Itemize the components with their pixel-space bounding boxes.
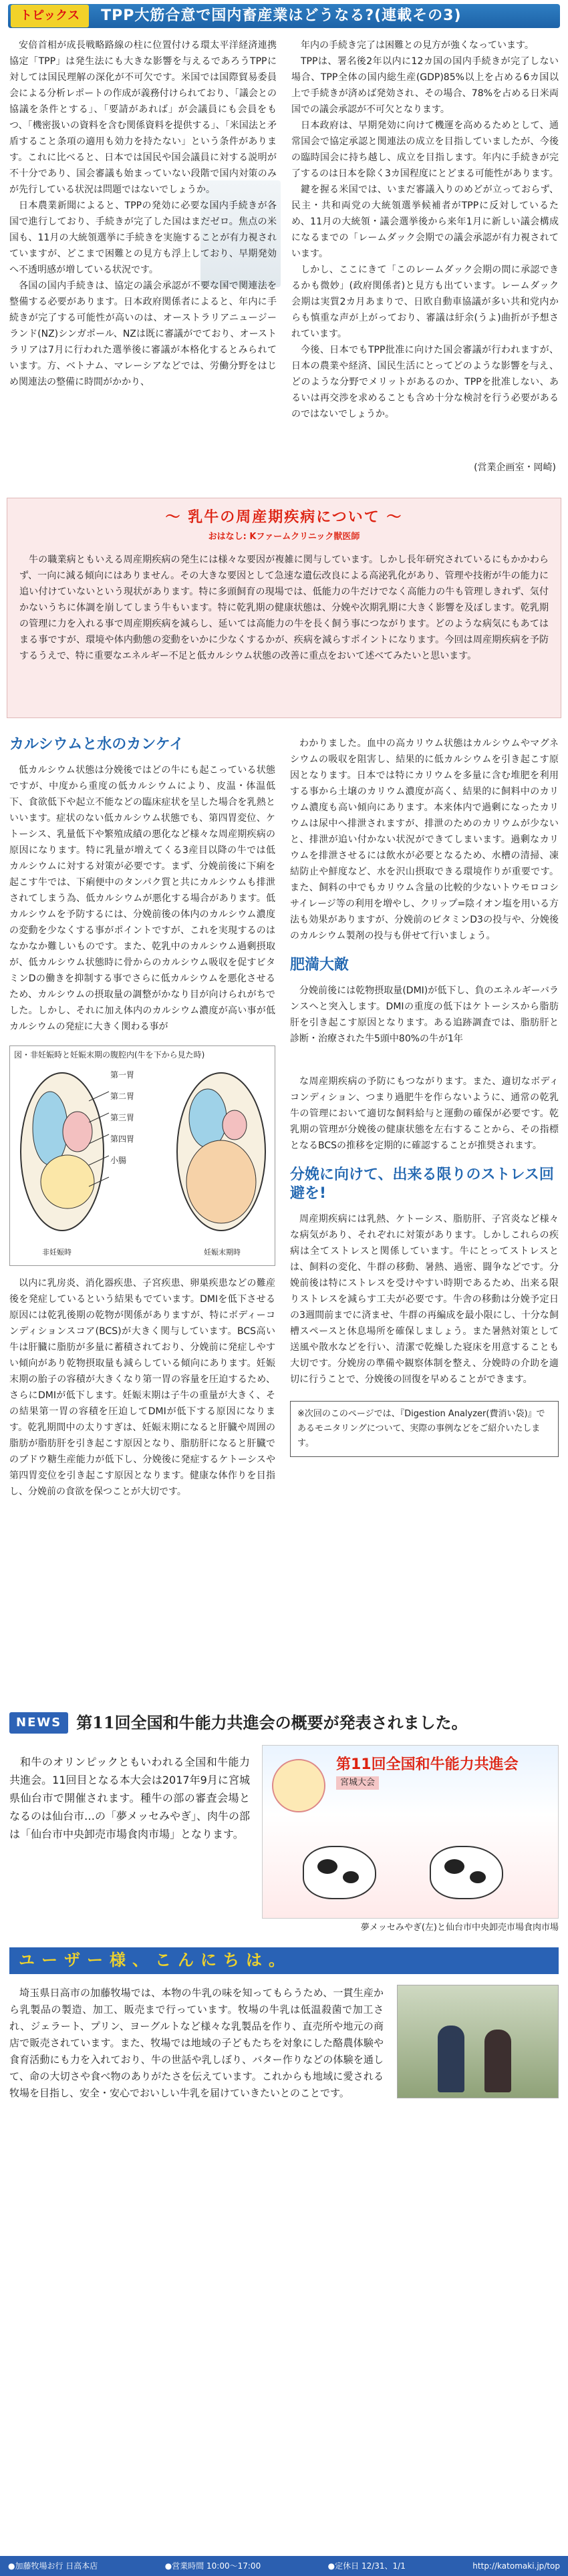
users-section — [9, 1947, 559, 2549]
calcium-text-left: 低カルシウム状態は分娩後ではどの牛にも起こっている状態ですが、中度から重度の低カルシウムにより、皮温・体温低下、食欲低下や起立不能などの臨床症状を呈した場合を乳熱といいます。症状のない低カルシウム状態でも、第四胃変位、ケトーシス、乳量低下や繁殖成績の悪化など様々な周産期疾病の原因になります。特に乳量が増えてくる3産目以降の牛では低カルシウムに対する対策が必要です。まず、分娩前後に下痢を起こす牛では、下痢便中のタンパク質と共にカルシウムも排泄されてしまう為、低カルシウムが悪化する場合があります。低カルシウムを予防するには、分娩前後の体内のカルシウム濃度の変動を少なくする事がポイントですが、これを実現するのはなかなか難しいものです。また、乾乳中のカルシウム過剰摂取が、低カルシウム状態時に骨からのカルシウム吸収を促すビタミンDの働きを抑制する事でさらに低カルシウムを悪化させるため、カルシウムの摂取量の調整がかなり目が向けられがちでした。しかし、それに加え体内のカルシウム濃度が高い事が低カルシウムの発症に大きく関わる事が — [9, 765, 275, 1032]
stress-heading: 分娩に向けて、出来る限りのストレス回避を! — [290, 1166, 554, 1202]
figure-caption: 図・非妊娠時と妊娠末期の腹腔内(牛を下から見た時) — [14, 1050, 205, 1060]
footer-hours: ●営業時間 10:00〜17:00 — [164, 2561, 261, 2571]
news-section — [9, 1710, 559, 1931]
users-header — [9, 1947, 559, 1974]
calcium-heading: カルシウムと水のカンケイ — [9, 736, 184, 753]
reticulum-shape-pregnant — [223, 1110, 247, 1140]
topics-paragraph: 年内の手続き完了は困難との見方が強くなっています。 — [301, 40, 534, 51]
person-icon — [484, 2030, 511, 2092]
topics-paragraph: 各国の国内手続きは、協定の議会承認が不要な国で関連法を整備する必要があります。日本政府関係者によると、年内に手続きが完了する可能性が高いのは、オーストラリアニュージーランド(NZ)シンガポール、NZは既に審議がでており、オーストラリアは7月に行われた選挙後に審議が本格化するとみられています。方、ベトナム、マレーシアなどでは、労働分野をはじめ関連法の整備に時間がかかり、 — [9, 281, 277, 387]
fat-text: 分娩前後には乾物摂取量(DMI)が低下し、負のエネルギーバランスへと突入します。DMIの重度の低下はケトーシスから脂肪肝を引き起こす原因となります。ある追跡調査では、脂肪肝と診断・治療された牛5頭中80%の牛が1年 — [290, 985, 559, 1044]
figure-label: 小腸 — [110, 1156, 127, 1165]
news-text: 和牛のオリンピックともいわれる全国和牛能力共進会。11回目となる本大会は2017年9月に宮城県仙台市で開催されます。種牛の部の審査会場となるのは仙台市…の「夢メッセみやぎ」、肉牛の部は「仙台市中央卸売市場食肉市場」となります。 — [9, 1756, 251, 1840]
mascot-icon — [272, 1759, 325, 1812]
intestine-shape — [41, 1155, 94, 1209]
rumen-shape-pregnant — [189, 1089, 227, 1148]
lower-right-text: な周産期疾病の予防にもつながります。また、適切なボディコンディション、つまり過肥牛を作らないように、通常の乾乳牛の管理において適切な飼料給与と運動の確保が必要です。乾乳期の管理が分娩後の健康状態を左右することから、その指標となるBCSの推移を定期的に確認することが推奨されます。 — [290, 1076, 559, 1151]
news-title: 第11回全国和牛能力共進会の概要が発表されました。 — [76, 1713, 468, 1732]
poster-title: 第11回全国和牛能力共進会 — [336, 1756, 519, 1773]
figure-label: 第二胃 — [110, 1092, 135, 1101]
news-badge: NEWS — [9, 1712, 68, 1734]
rumen-shape — [33, 1092, 67, 1165]
perio-title: ～ 乳牛の周産期疾病について ～ — [165, 509, 403, 526]
topics-paragraph: 今後、日本でもTPP批准に向けた国会審議が行われますが、日本の農業や経済、国民生活にとってどのような影響を与え、どのような分野でメリットがあるのか、TPPを批准しない、あるいは再交渉を求めることも含め十分な検討を行う必要があるのではないでしょうか。 — [291, 345, 559, 420]
topics-column-left — [9, 37, 277, 472]
footer-shop: ●加藤牧場お行 日高本店 — [8, 2561, 98, 2571]
next-issue-note: ※次回のこのページでは、『Digestion Analyzer(費消い袋)』であるモニタリングについて、実際の事例などをご紹介いたします。 — [290, 1401, 559, 1457]
users-heading: ユーザー様、こんにちは。 — [19, 1951, 291, 1970]
figure-label: 第三胃 — [110, 1113, 135, 1122]
article-right-column — [290, 732, 559, 1457]
figure-foot-right: 妊娠末期時 — [204, 1248, 241, 1257]
fat-heading: 肥満大敵 — [290, 957, 349, 973]
poster-subtitle: 宮城大会 — [336, 1776, 379, 1790]
figure-label: 第一胃 — [110, 1070, 135, 1080]
stress-text: 周産期疾病には乳熱、ケトーシス、脂肪肝、子宮炎など様々な病気があり、それぞれに対策があります。しかしこれらの疾病は全てストレスと関係しています。牛にとってストレスとは、飼料の変化、牛群の移動、暑熱、過密、闘争などです。分娩前後は特にストレスを受けやすい時期であるため、出来る限りストレスを減らす工夫が必要です。牛舎の移動は分娩予定日の3週間前までに済ませ、牛群の再編成を最小限にし、十分な飼槽スペースと休息場所を確保しましょう。また暑熱対策として送風や散水などを行い、清潔で乾燥した寝床を用意することも大切です。分娩房の準備や観察体制を整え、分娩時の介助を適切に行うことで、分娩後の回復を早めることができます。 — [290, 1214, 559, 1385]
topics-paragraph: 日本政府は、早期発効に向けて機運を高めるためとして、通常国会で協定承認と関連法の成立を目指していましたが、今後の臨時国会に持ち越し、成立を目指します。年内に手続きが完了するのは日本を除く3カ国程度にとどまる可能性があります。 — [291, 120, 559, 179]
abdomen-diagram — [14, 1065, 271, 1245]
topics-title: TPP大筋合意で国内畜産業はどうなる?(連載その3) — [101, 7, 462, 24]
topics-tag: トピックス — [11, 5, 89, 27]
perio-section — [7, 498, 561, 718]
topics-paragraph: 安倍首相が成長戦略路線の柱に位置付ける環太平洋経済連携協定「TPP」は発生法にも大きな影響を与えるであろうTPPに対しては国民理解の深化が不可欠です。米国では国際貿易委員会による分析レポートの作成が義務付けられており、「議会との協議を条件とする」、「要請があれば」が会議員にも会員をもつ、「機密扱いの資料を含む関係資料を提供する」、「米国法と矛盾すること条項の適用も効力を持たない」という条件があります。これに比べると、日本では国民や国会議員に対する説明が不十分であり、国会審議も始まっていない段階で国内対策のみが先行している状況は問題ではないでしょうか。 — [9, 40, 277, 195]
reticulum-shape — [63, 1112, 92, 1152]
topics-column-right — [291, 37, 559, 472]
figure-label: 第四胃 — [110, 1134, 135, 1144]
perio-subtitle: おはなし: Kファームクリニック獣医師 — [208, 532, 360, 542]
perio-body: 牛の職業病ともいえる周産期疾病の発生には様々な要因が複雑に関与しています。しかし長年研究されているにもかかわらず、一向に減る傾向にはありません。その大きな要因として急速な遺伝改良による高泌乳化があり、管理や技術が牛の能力に追い付けていないという現状があります。特に多頭飼育の現場では、低能力の牛だけでなく高能力の牛も管理しきれず、気付かないうちに体調を崩してしまう牛もいます。特に乾乳期の健康状態は、分娩や次期乳期に大きく影響を及ぼします。乾乳期の管理に力を入れる事で周産期疾病を減らし、延いては高能力の牛を長く飼う事につながります。どのような病気にもあてはまる事ですが、環境や体内動態の変動をいかに少なくするかが、疾病を減らすポイントになります。今回は周産期疾病を予防するうえで、特に重要なエネルギー不足と低カルシウム状態の改善に重点をおいて述べてみたいと思います。 — [19, 554, 549, 662]
topics-credit: (営業企画室・岡崎) — [474, 462, 556, 473]
figure-labels — [110, 1069, 134, 1176]
article-left-column — [9, 732, 275, 1500]
cow-icon — [303, 1846, 376, 1899]
footer-url[interactable]: http://katomaki.jp/top — [472, 2561, 560, 2571]
article-main — [9, 732, 559, 1680]
topics-paragraph: しかし、ここにきて「このレームダック会期の間に承認できるかも微妙」(政府関係者)と見方も出ています。レームダック会期は実質2カ月あまりで、日欧自動車協議が多い共和党内からも慎重な声が上がっており、審議は紆余(うよ)曲折が予想されています。 — [291, 265, 559, 339]
figure-foot-left: 非妊娠時 — [42, 1248, 72, 1257]
topics-section — [0, 0, 568, 491]
topics-columns — [9, 37, 559, 472]
uterus-shape — [186, 1140, 256, 1223]
users-text: 埼玉県日高市の加藤牧場では、本物の牛乳の味を知ってもらうため、一貫生産から乳製品の製造、加工、販売まで行っています。牧場の牛乳は低温殺菌で加工され、ジェラート、プリン、ヨーグルトなど様々な乳製品を作り、直売所や地元の商店で販売されています。また、牧場では地域の子どもたちを対象にした酪農体験や食育活動にも力を入れており、牛の世話や乳しぼり、バター作りなどの体験を通して、命の大切さや食べ物のありがたさを伝えています。これからも地域に愛される牧場を目指し、安全・安心でおいしい牛乳を届けていきたいとのことです。 — [9, 1987, 384, 2099]
abdomen-figure — [9, 1045, 275, 1266]
topics-header — [8, 4, 560, 28]
lower-left-text: 以内に乳房炎、消化器疾患、子宮疾患、卵巣疾患などの難産後を発症しているという結果もでています。DMIを低下させる原因には乾乳後期の乾物が関係がありますが、特にボディーコンディションスコア(BCS)が大きく関与しています。BCS高い牛は肝臓に脂肪が多量に蓄積されており、分娩前に発症しやすい傾向があり乾物摂取量も減らしている傾向にあります。妊娠末期の胎子の容積が大きくなり第一胃の容量を圧迫するため、さらにDMIが低下します。妊娠末期は子牛の重量が大きく、その結果第一胃の容積を圧迫してDMIが低下する原因になります。乾乳期間中の太りすぎは、妊娠末期になると肝臓や周囲の脂肪が脂肪肝を引き起こす原因となり、脂肪肝になると肝臓でのブドウ糖生産能力が低下し、分娩後に発症するケトーシスや第四胃変位を引き起こす原因となります。健康な体作りを目指し、分娩前の食欲を保つことが大切です。 — [9, 1278, 275, 1497]
topics-paragraph: 日本農業新聞によると、TPPの発効に必要な国内手続きが各国で進行しており、手続きが完了した国はまだゼロ。焦点の米国も、11月の大統領選挙に手続きを実施することが有力視されていますが、どこまで困難との見方も浮上しており、早期発効へ不透明感が増している状況です。 — [9, 200, 277, 275]
topics-paragraph: TPPは、署名後2年以内に12カ国の国内手続きが完了しない場合、TPP全体の国内総生産(GDP)85%以上を占める6カ国以上で手続きが済めば発効され、その場合、78%を占める日米両国での議会承認が不可欠となります。 — [291, 56, 559, 115]
calcium-text-right: わかりました。血中の高カリウム状態はカルシウムやマグネシウムの吸収を阻害し、結果的に低カルシウムを引き起こす原因となります。日本では特にカリウムを多量に含む堆肥を利用する事から土壌のカリウム濃度が高く、結果的に飼料中のカリウム濃度も高い傾向にあります。本来体内で過剰になったカリウムは尿中へ排泄されますが、排泄のためのカリウムが少ないと、排泄が追い付かない状況ができてしまいます。過剰なカリウムを排泄させるには飲水が必要となるため、水槽の清掃、凍結防止や鮮度など、水を沢山摂取できる環境作りが重要です。また、飼料の中でもカリウム含量の比較的少ないトウモロコシサイレージ等の利用を増やし、クリップ=陰イオン塩を用いる方法も効果がありますが、分娩前のビタミンD3の投与や、分娩後のカルシウム製剤の投与も併せて行いましょう。 — [290, 738, 559, 941]
person-icon — [438, 2026, 464, 2092]
cow-icon — [430, 1846, 503, 1899]
topics-paragraph: 鍵を握る米国では、いまだ審議入りのめどが立っておらず、民主・共和両党の大統領選挙候補者がTPPに反対しているため、11月の大統領・議会選挙後から来年1月に新しい議会構成になるまでの「レームダック会期での議会承認が有力視されています。 — [291, 184, 559, 259]
news-poster-image — [262, 1745, 559, 1919]
footer — [0, 2556, 568, 2576]
news-header — [9, 1710, 559, 1735]
news-caption: 夢メッセみやぎ(左)と仙台市中央卸売市場食肉市場 — [360, 1923, 559, 1933]
footer-holiday: ●定休日 12/31、1/1 — [327, 2561, 406, 2571]
users-photo — [397, 1985, 559, 2098]
